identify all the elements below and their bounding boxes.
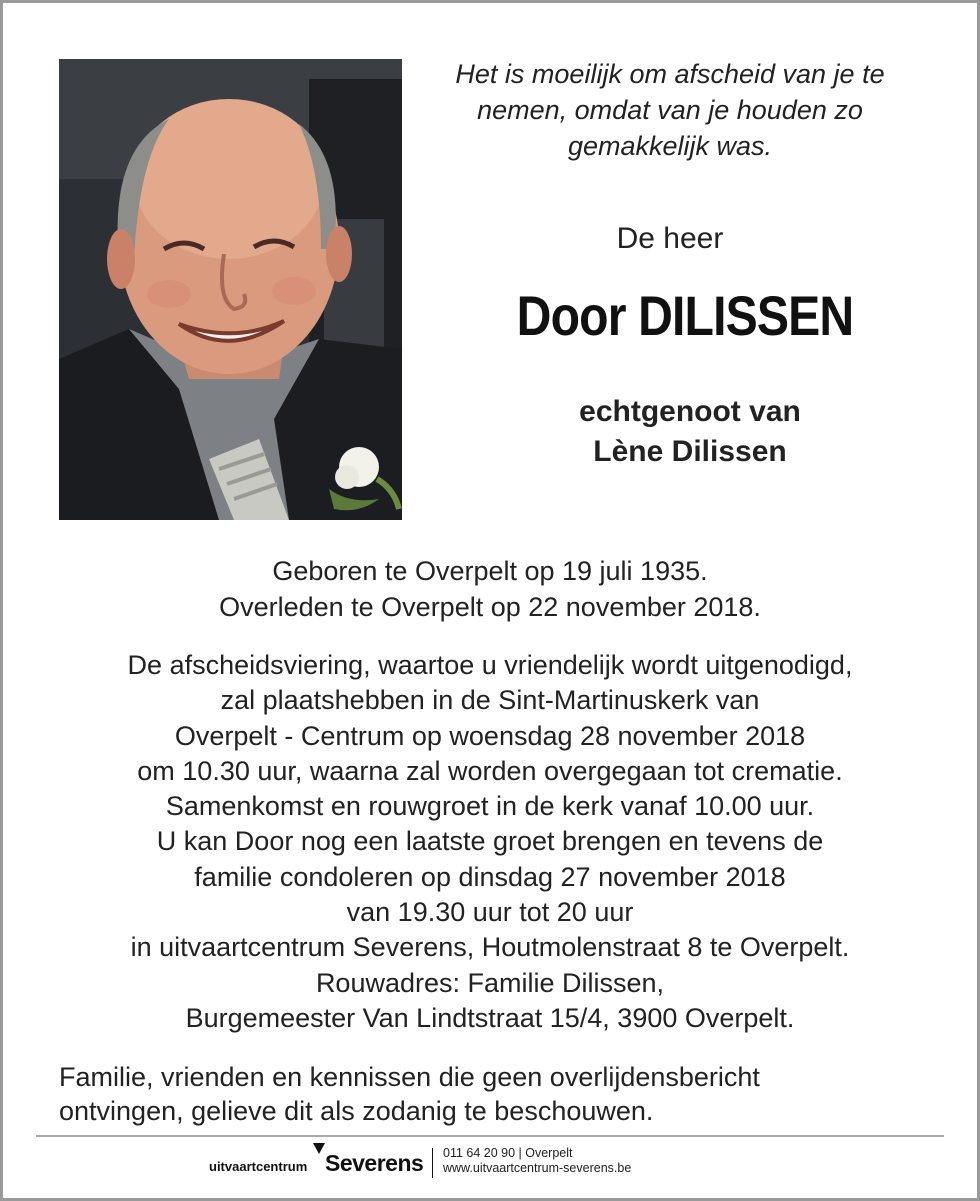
detail-line: U kan Door nog een laatste groet brengen en tevens de (156, 826, 824, 857)
funeral-home-footer (205, 1140, 805, 1190)
detail-line: Burgemeester Van Lindtstraat 15/4, 3900 Overpelt. (185, 1002, 795, 1033)
spouse-info (460, 392, 920, 472)
detail-line: familie condoleren op dinsdag 27 november 2018 (194, 861, 786, 892)
quote-line: Het is moeilijk om afscheid van je te (455, 59, 885, 89)
detail-line: Overpelt - Centrum op woensdag 28 november 2018 (174, 720, 806, 751)
spouse-name: Lène Dilissen (593, 435, 787, 468)
brand-name: Severens (325, 1150, 424, 1176)
birth-line: Geboren te Overpelt op 19 juli 1935. (272, 556, 708, 586)
spouse-relation: echtgenoot van (579, 395, 801, 428)
honorific: De heer (616, 222, 724, 255)
brand-prefix: uitvaartcentrum (209, 1159, 308, 1174)
detail-line: De afscheidsviering, waartoe u vriendelijk wordt uitgenodigd, (127, 650, 853, 680)
footer-separator (432, 1148, 433, 1178)
detail-line: zal plaatshebben in de Sint-Martinuskerk van (220, 685, 760, 716)
quote-line: nemen, omdat van je houden zo (477, 95, 863, 125)
detail-line: Rouwadres: Familie Dilissen, (315, 967, 665, 998)
closing-line: Familie, vrienden en kennissen die geen overlijdensbericht (59, 1062, 760, 1092)
detail-line: van 19.30 uur tot 20 uur (346, 897, 634, 928)
contact-phone: 011 64 20 90 | Overpelt (443, 1146, 573, 1160)
detail-line: in uitvaartcentrum Severens, Houtmolenstraat 8 te Overpelt. (130, 932, 850, 963)
detail-line: Samenkomst en rouwgroet in de kerk vanaf 10.00 uur. (165, 791, 815, 822)
death-line: Overleden te Overpelt op 22 november 2018. (219, 592, 761, 622)
closing-note (59, 1060, 919, 1128)
ceremony-details (40, 648, 940, 1036)
contact-website: www.uitvaartcentrum-severens.be (443, 1161, 632, 1175)
life-dates (40, 553, 940, 625)
triangle-icon (313, 1143, 325, 1154)
footer-divider (36, 1135, 944, 1137)
closing-line: ontvingen, gelieve dit als zodanig te beschouwen. (59, 1096, 654, 1126)
detail-line: om 10.30 uur, waarna zal worden overgegaan tot crematie. (137, 755, 843, 786)
contact-info (443, 1146, 631, 1176)
quote-line: gemakkelijk was. (567, 131, 773, 161)
memorial-quote (410, 56, 930, 164)
portrait-photo (59, 59, 402, 520)
deceased-name: Door DILISSEN (516, 284, 854, 347)
